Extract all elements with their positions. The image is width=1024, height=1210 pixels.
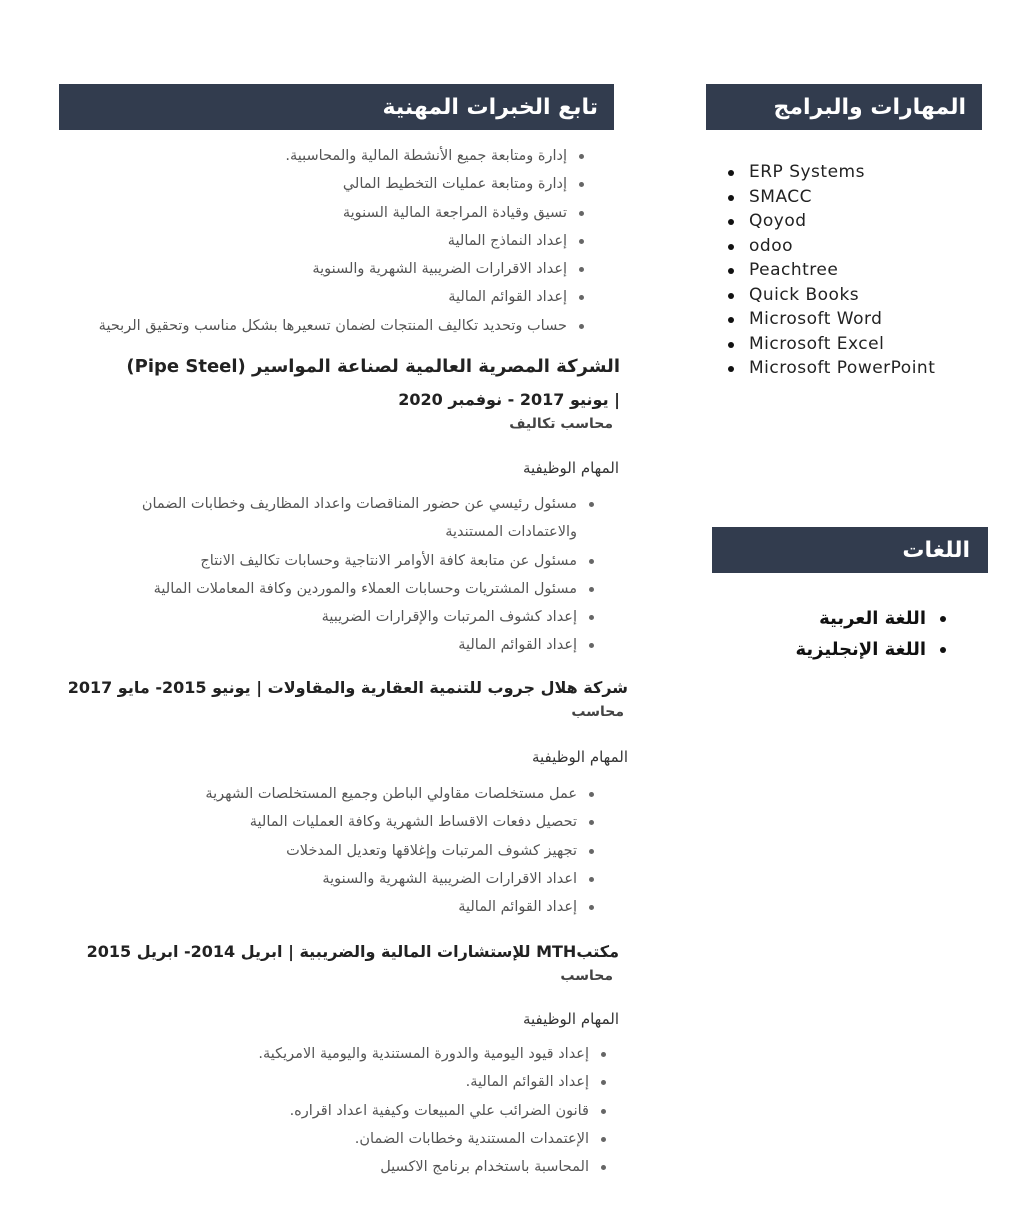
list-item: حساب وتحديد تكاليف المنتجات لضمان تسعيرها بشكل مناسب وتحقيق الربحية (99, 312, 589, 340)
list-item: SMACC (727, 185, 935, 210)
list-item: Peachtree (727, 258, 935, 283)
experience-continued-list (99, 142, 589, 340)
list-item: Microsoft Word (727, 307, 935, 332)
job-helal-company: شركة هلال جروب للتنمية العقارية والمقاولات | يونيو 2015- مايو 2017 (67, 678, 628, 697)
list-item: مسئول عن متابعة كافة الأوامر الانتاجية وحسابات تكاليف الانتاج (119, 547, 599, 575)
job-pipe-steel-position: محاسب تكاليف (509, 416, 613, 432)
list-item: إدارة ومتابعة عمليات التخطيط المالي (99, 170, 589, 198)
job-mth-position: محاسب (560, 968, 613, 984)
experience-continued-header (59, 84, 614, 130)
languages-header (712, 527, 988, 573)
list-item: Microsoft PowerPoint (727, 356, 935, 381)
job-mth-tasks-label: المهام الوظيفية (522, 1010, 619, 1028)
skills-title: المهارات والبرامج (773, 94, 966, 120)
list-item: إعداد القوائم المالية (205, 893, 599, 921)
languages-title: اللغات (902, 537, 970, 563)
list-item: اعداد الاقرارات الضريبية الشهرية والسنوية (205, 865, 599, 893)
experience-continued-title: تابع الخبرات المهنية (382, 94, 598, 120)
list-item: إعداد الاقرارات الضريبية الشهرية والسنوية (99, 255, 589, 283)
skills-list (727, 160, 935, 381)
job-mth-tasks (258, 1040, 611, 1181)
job-pipe-steel-company: الشركة المصرية العالمية لصناعة المواسير (Pipe Steel) (126, 356, 620, 377)
job-helal-position: محاسب (571, 704, 624, 720)
job-helal-tasks-label: المهام الوظيفية (531, 748, 628, 766)
list-item: Quick Books (727, 283, 935, 308)
list-item: إدارة ومتابعة جميع الأنشطة المالية والمحاسبية. (99, 142, 589, 170)
job-pipe-steel-tasks-label: المهام الوظيفية (522, 459, 619, 477)
list-item: الإعتمدات المستندية وخطابات الضمان. (258, 1125, 611, 1153)
list-item: تسيق وقيادة المراجعة المالية السنوية (99, 199, 589, 227)
job-helal-tasks (205, 780, 599, 921)
list-item: تجهيز كشوف المرتبات وإغلاقها وتعديل المدخلات (205, 837, 599, 865)
list-item: إعداد القوائم المالية (119, 631, 599, 659)
list-item: عمل مستخلصات مقاولي الباطن وجميع المستخلصات الشهرية (205, 780, 599, 808)
list-item: إعداد القوائم المالية (99, 283, 589, 311)
list-item: إعداد قيود اليومية والدورة المستندية واليومية الامريكية. (258, 1040, 611, 1068)
list-item: اللغة العربية (796, 603, 951, 634)
list-item: إعداد كشوف المرتبات والإقرارات الضريبية (119, 603, 599, 631)
list-item: اللغة الإنجليزية (796, 634, 951, 665)
list-item: odoo (727, 234, 935, 259)
list-item: Microsoft Excel (727, 332, 935, 357)
job-mth-company: مكتبMTH للإستشارات المالية والضريبية | ابريل 2014- ابريل 2015 (86, 942, 619, 961)
list-item: تحصيل دفعات الاقساط الشهرية وكافة العمليات المالية (205, 808, 599, 836)
list-item: Qoyod (727, 209, 935, 234)
list-item: إعداد النماذج المالية (99, 227, 589, 255)
job-pipe-steel-tasks (119, 490, 599, 660)
skills-header (706, 84, 982, 130)
list-item: إعداد القوائم المالية. (258, 1068, 611, 1096)
job-pipe-steel-dates: | يونيو 2017 - نوفمبر 2020 (398, 390, 620, 409)
list-item: مسئول المشتريات وحسابات العملاء والموردين وكافة المعاملات المالية (119, 575, 599, 603)
list-item: المحاسبة باستخدام برنامج الاكسيل (258, 1153, 611, 1181)
list-item: ERP Systems (727, 160, 935, 185)
list-item: مسئول رئيسي عن حضور المناقصات واعداد المظاريف وخطابات الضمان والاعتمادات المستندية (119, 490, 599, 547)
languages-list (796, 603, 951, 665)
list-item: قانون الضرائب علي المبيعات وكيفية اعداد اقراره. (258, 1097, 611, 1125)
